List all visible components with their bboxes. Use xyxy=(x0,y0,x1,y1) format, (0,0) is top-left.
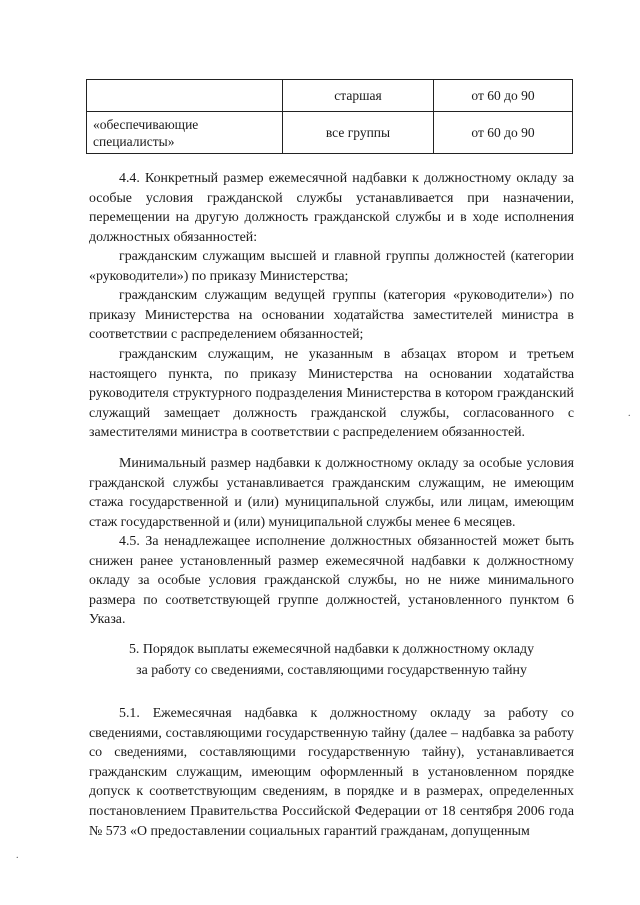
section-5-heading-line1: 5. Порядок выплаты ежемесячной надбавки к должностному окладу xyxy=(128,642,535,657)
margin-mark: . xyxy=(628,408,631,419)
table-cell-range: от 60 до 90 xyxy=(434,112,573,154)
table-cell-range: от 60 до 90 xyxy=(434,80,573,112)
table-cell-group: все группы xyxy=(283,112,434,154)
table-row xyxy=(87,80,573,112)
margin-mark: . xyxy=(16,850,19,861)
table-cell-group: старшая xyxy=(283,80,434,112)
paragraph-5-1: 5.1. Ежемесячная надбавка к должностному окладу за работу со сведениями, составляющими государственную тайну (далее – надбавка за работу со сведениями, составляющими государственную тайну), устанавливается гражданским служащим, имеющим оформленный в установленном порядке допуск к соответствующим сведениям, в порядке и в размерах, определенных постановлением Правительства Российской Федерации от 18 сентября 2006 года № 573 «О предоставлении социальных гарантий гражданам, допущенным xyxy=(89,706,574,839)
paragraph-4-4: 4.4. Конкретный размер ежемесячной надбавки к должностному окладу за особые условия гражданской службы устанавливается при назначении, перемещении на другую должность гражданской службы и в ходе исполнения должностных обязанностей: xyxy=(89,171,574,245)
paragraph-4-4-senior: гражданским служащим высшей и главной группы должностей (категории «руководители») по приказу Министерства; xyxy=(89,249,574,284)
paragraph-minimum: Минимальный размер надбавки к должностному окладу за особые условия гражданской службы устанавливается гражданским служащим, не имеющим стажа государственной и (или) муниципальной службы, или лицам, имеющим стаж государственной и (или) муниципальной службы менее 6 месяцев. xyxy=(89,456,574,530)
section-5-heading-line2: за работу со сведениями, составляющими государственную тайну xyxy=(136,663,527,678)
table-cell-category xyxy=(87,80,283,112)
paragraph-4-4-other: гражданским служащим, не указанным в абзацах втором и третьем настоящего пункта, по приказу Министерства на основании ходатайства руководителя структурного подразделения Министерства в котором гражданский служащий замещает должность гражданской службы, согласованного с заместителями министра в соответствии с распределением обязанностей. xyxy=(89,347,574,441)
table-cell-category: «обеспечивающие специалисты» xyxy=(87,112,283,154)
table-row xyxy=(87,112,573,154)
allowance-table xyxy=(86,79,573,154)
paragraph-4-4-leading: гражданским служащим ведущей группы (категория «руководители») по приказу Министерства на основании ходатайства заместителей министра в соответствии с распределением обязанностей; xyxy=(89,288,574,343)
paragraph-4-5: 4.5. За ненадлежащее исполнение должностных обязанностей может быть снижен ранее установленный размер ежемесячной надбавки к должностному окладу за особые условия гражданской службы, но не ниже минимального размера по соответствующей группе должностей, установленного пунктом 6 Указа. xyxy=(89,534,574,628)
